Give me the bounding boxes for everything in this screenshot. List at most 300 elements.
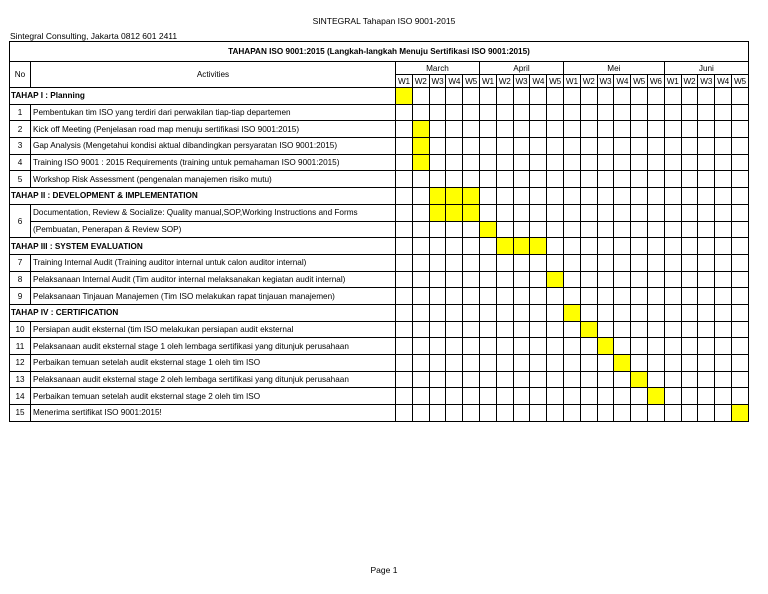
schedule-cell bbox=[396, 355, 413, 372]
schedule-cell bbox=[463, 138, 480, 155]
schedule-cell bbox=[597, 304, 614, 321]
schedule-cell bbox=[664, 88, 681, 105]
schedule-cell bbox=[496, 371, 513, 388]
schedule-cell-filled bbox=[412, 121, 429, 138]
schedule-cell bbox=[597, 188, 614, 205]
schedule-cell-filled bbox=[496, 238, 513, 255]
schedule-cell bbox=[698, 138, 715, 155]
schedule-cell bbox=[664, 254, 681, 271]
task-number: 14 bbox=[10, 388, 31, 405]
schedule-cell bbox=[446, 288, 463, 305]
schedule-cell bbox=[496, 104, 513, 121]
schedule-cell bbox=[446, 405, 463, 422]
schedule-cell bbox=[664, 304, 681, 321]
schedule-cell bbox=[412, 171, 429, 188]
schedule-cell-filled bbox=[412, 138, 429, 155]
schedule-cell bbox=[631, 171, 648, 188]
week-header: W4 bbox=[530, 75, 547, 88]
schedule-cell bbox=[715, 304, 732, 321]
schedule-cell bbox=[530, 405, 547, 422]
schedule-cell bbox=[463, 388, 480, 405]
schedule-cell bbox=[647, 138, 664, 155]
schedule-cell bbox=[647, 221, 664, 238]
schedule-cell bbox=[580, 221, 597, 238]
phase-label: TAHAP IV : CERTIFICATION bbox=[10, 304, 396, 321]
schedule-cell bbox=[563, 88, 580, 105]
week-header: W5 bbox=[463, 75, 480, 88]
schedule-cell bbox=[463, 154, 480, 171]
task-activity: Gap Analysis (Mengetahui kondisi aktual dibandingkan persyaratan ISO 9001:2015) bbox=[31, 138, 396, 155]
schedule-cell bbox=[513, 104, 530, 121]
schedule-cell bbox=[664, 321, 681, 338]
schedule-cell bbox=[731, 321, 748, 338]
schedule-cell bbox=[446, 88, 463, 105]
schedule-cell bbox=[429, 238, 446, 255]
schedule-cell bbox=[698, 188, 715, 205]
schedule-cell bbox=[429, 304, 446, 321]
schedule-cell bbox=[412, 388, 429, 405]
task-row bbox=[10, 104, 749, 121]
no-column-header: No bbox=[10, 62, 31, 88]
schedule-cell bbox=[647, 271, 664, 288]
schedule-cell bbox=[664, 138, 681, 155]
schedule-cell bbox=[698, 238, 715, 255]
schedule-cell bbox=[647, 188, 664, 205]
schedule-cell bbox=[614, 221, 631, 238]
schedule-cell bbox=[547, 171, 564, 188]
schedule-cell bbox=[664, 171, 681, 188]
schedule-cell bbox=[647, 171, 664, 188]
schedule-cell bbox=[647, 238, 664, 255]
schedule-cell bbox=[479, 304, 496, 321]
schedule-cell bbox=[580, 204, 597, 221]
schedule-cell bbox=[664, 121, 681, 138]
schedule-cell bbox=[731, 238, 748, 255]
schedule-cell bbox=[664, 388, 681, 405]
schedule-cell bbox=[463, 405, 480, 422]
task-activity: (Pembuatan, Penerapan & Review SOP) bbox=[31, 221, 396, 238]
schedule-cell bbox=[563, 121, 580, 138]
schedule-cell bbox=[698, 271, 715, 288]
schedule-cell bbox=[429, 355, 446, 372]
schedule-cell bbox=[731, 338, 748, 355]
schedule-cell bbox=[446, 321, 463, 338]
schedule-cell bbox=[530, 388, 547, 405]
schedule-cell bbox=[496, 254, 513, 271]
schedule-cell bbox=[614, 238, 631, 255]
schedule-cell bbox=[580, 405, 597, 422]
schedule-cell bbox=[463, 321, 480, 338]
schedule-cell bbox=[412, 104, 429, 121]
schedule-cell bbox=[698, 288, 715, 305]
task-number: 3 bbox=[10, 138, 31, 155]
schedule-cell bbox=[513, 188, 530, 205]
schedule-cell bbox=[396, 304, 413, 321]
schedule-cell bbox=[530, 204, 547, 221]
schedule-cell-filled bbox=[463, 204, 480, 221]
schedule-cell bbox=[496, 188, 513, 205]
task-number: 5 bbox=[10, 171, 31, 188]
schedule-cell bbox=[530, 271, 547, 288]
schedule-cell bbox=[530, 355, 547, 372]
schedule-cell bbox=[597, 238, 614, 255]
schedule-cell bbox=[614, 388, 631, 405]
schedule-cell bbox=[681, 221, 698, 238]
schedule-cell bbox=[496, 288, 513, 305]
schedule-cell bbox=[698, 88, 715, 105]
schedule-cell bbox=[463, 171, 480, 188]
schedule-cell bbox=[496, 405, 513, 422]
schedule-cell bbox=[446, 104, 463, 121]
schedule-cell bbox=[396, 121, 413, 138]
schedule-cell bbox=[715, 321, 732, 338]
schedule-cell-filled bbox=[396, 88, 413, 105]
schedule-cell bbox=[429, 288, 446, 305]
schedule-cell bbox=[513, 254, 530, 271]
schedule-cell bbox=[597, 371, 614, 388]
week-header: W2 bbox=[580, 75, 597, 88]
schedule-cell-filled bbox=[614, 355, 631, 372]
schedule-cell bbox=[631, 138, 648, 155]
schedule-cell bbox=[664, 355, 681, 372]
schedule-cell bbox=[580, 88, 597, 105]
schedule-cell bbox=[446, 121, 463, 138]
schedule-cell-filled bbox=[429, 204, 446, 221]
task-activity: Pembentukan tim ISO yang terdiri dari perwakilan tiap-tiap departemen bbox=[31, 104, 396, 121]
schedule-cell bbox=[479, 104, 496, 121]
schedule-cell bbox=[446, 221, 463, 238]
schedule-cell bbox=[530, 104, 547, 121]
schedule-cell bbox=[513, 288, 530, 305]
week-header: W2 bbox=[496, 75, 513, 88]
schedule-cell bbox=[647, 204, 664, 221]
schedule-cell bbox=[563, 371, 580, 388]
schedule-cell bbox=[412, 355, 429, 372]
phase-row bbox=[10, 238, 749, 255]
schedule-cell bbox=[631, 88, 648, 105]
task-row bbox=[10, 388, 749, 405]
schedule-cell bbox=[429, 171, 446, 188]
schedule-cell bbox=[731, 154, 748, 171]
schedule-cell bbox=[681, 204, 698, 221]
schedule-cell bbox=[530, 171, 547, 188]
schedule-cell bbox=[530, 221, 547, 238]
schedule-cell bbox=[479, 271, 496, 288]
schedule-cell bbox=[647, 371, 664, 388]
schedule-cell bbox=[563, 204, 580, 221]
schedule-cell bbox=[513, 271, 530, 288]
schedule-cell bbox=[715, 355, 732, 372]
schedule-cell bbox=[715, 88, 732, 105]
task-activity: Training ISO 9001 : 2015 Requirements (training untuk pemahaman ISO 9001:2015) bbox=[31, 154, 396, 171]
task-row bbox=[10, 288, 749, 305]
month-header-row bbox=[10, 62, 749, 75]
schedule-cell bbox=[412, 371, 429, 388]
schedule-cell bbox=[614, 338, 631, 355]
schedule-cell bbox=[463, 238, 480, 255]
schedule-cell bbox=[647, 88, 664, 105]
schedule-cell bbox=[580, 371, 597, 388]
schedule-cell bbox=[412, 88, 429, 105]
schedule-cell bbox=[698, 321, 715, 338]
schedule-cell bbox=[731, 204, 748, 221]
schedule-cell bbox=[681, 371, 698, 388]
schedule-cell bbox=[631, 388, 648, 405]
schedule-cell bbox=[479, 388, 496, 405]
schedule-cell bbox=[530, 338, 547, 355]
week-header: W5 bbox=[731, 75, 748, 88]
task-activity: Training Internal Audit (Training auditor internal untuk calon auditor internal) bbox=[31, 254, 396, 271]
schedule-cell bbox=[715, 104, 732, 121]
week-header: W1 bbox=[479, 75, 496, 88]
schedule-cell bbox=[396, 188, 413, 205]
schedule-cell bbox=[614, 104, 631, 121]
schedule-cell bbox=[547, 321, 564, 338]
schedule-cell bbox=[396, 104, 413, 121]
schedule-cell bbox=[513, 204, 530, 221]
schedule-cell bbox=[396, 371, 413, 388]
schedule-cell bbox=[580, 254, 597, 271]
schedule-cell bbox=[513, 304, 530, 321]
schedule-cell bbox=[412, 254, 429, 271]
task-number: 10 bbox=[10, 321, 31, 338]
schedule-cell bbox=[731, 188, 748, 205]
schedule-cell bbox=[479, 405, 496, 422]
schedule-cell bbox=[396, 154, 413, 171]
schedule-cell bbox=[580, 388, 597, 405]
schedule-cell bbox=[731, 355, 748, 372]
schedule-cell bbox=[547, 405, 564, 422]
schedule-cell bbox=[479, 288, 496, 305]
schedule-cell bbox=[412, 288, 429, 305]
company-info: Sintegral Consulting, Jakarta 0812 601 2411 bbox=[10, 31, 178, 41]
schedule-cell bbox=[698, 355, 715, 372]
schedule-cell bbox=[715, 154, 732, 171]
schedule-cell bbox=[731, 171, 748, 188]
schedule-cell bbox=[479, 321, 496, 338]
task-number: 13 bbox=[10, 371, 31, 388]
schedule-cell bbox=[664, 204, 681, 221]
month-header: Mei bbox=[563, 62, 664, 75]
schedule-cell-filled bbox=[580, 321, 597, 338]
task-number: 12 bbox=[10, 355, 31, 372]
schedule-cell bbox=[715, 138, 732, 155]
schedule-cell-filled bbox=[412, 154, 429, 171]
task-activity: Menerima sertifikat ISO 9001:2015! bbox=[31, 405, 396, 422]
schedule-cell bbox=[715, 271, 732, 288]
schedule-cell bbox=[513, 371, 530, 388]
schedule-cell bbox=[715, 288, 732, 305]
schedule-cell bbox=[563, 221, 580, 238]
schedule-cell bbox=[513, 355, 530, 372]
schedule-cell bbox=[715, 204, 732, 221]
schedule-cell bbox=[547, 221, 564, 238]
schedule-cell bbox=[446, 254, 463, 271]
schedule-cell bbox=[664, 221, 681, 238]
task-activity: Pelaksanaan audit eksternal stage 1 oleh lembaga sertifikasi yang ditunjuk perusahaan bbox=[31, 338, 396, 355]
schedule-cell bbox=[614, 171, 631, 188]
schedule-cell bbox=[429, 321, 446, 338]
schedule-cell bbox=[530, 288, 547, 305]
schedule-cell bbox=[396, 338, 413, 355]
schedule-cell bbox=[513, 388, 530, 405]
schedule-cell bbox=[647, 338, 664, 355]
schedule-cell bbox=[479, 238, 496, 255]
schedule-cell bbox=[614, 138, 631, 155]
schedule-cell bbox=[547, 138, 564, 155]
schedule-cell bbox=[429, 138, 446, 155]
schedule-cell bbox=[681, 355, 698, 372]
schedule-cell bbox=[681, 288, 698, 305]
month-header: Juni bbox=[664, 62, 748, 75]
schedule-cell bbox=[530, 88, 547, 105]
schedule-cell bbox=[513, 121, 530, 138]
schedule-cell bbox=[597, 321, 614, 338]
schedule-cell bbox=[463, 338, 480, 355]
schedule-cell bbox=[412, 321, 429, 338]
schedule-cell bbox=[664, 371, 681, 388]
schedule-cell bbox=[647, 321, 664, 338]
task-number: 7 bbox=[10, 254, 31, 271]
schedule-cell-filled bbox=[479, 221, 496, 238]
schedule-cell bbox=[731, 371, 748, 388]
schedule-cell bbox=[396, 388, 413, 405]
schedule-cell bbox=[614, 188, 631, 205]
schedule-cell bbox=[631, 355, 648, 372]
schedule-cell bbox=[547, 338, 564, 355]
schedule-cell bbox=[631, 304, 648, 321]
schedule-cell bbox=[547, 204, 564, 221]
activities-column-header: Activities bbox=[31, 62, 396, 88]
schedule-cell bbox=[631, 338, 648, 355]
schedule-cell bbox=[715, 388, 732, 405]
schedule-cell bbox=[547, 288, 564, 305]
schedule-cell bbox=[496, 138, 513, 155]
schedule-cell-filled bbox=[631, 371, 648, 388]
schedule-cell bbox=[580, 188, 597, 205]
schedule-cell bbox=[446, 371, 463, 388]
schedule-cell bbox=[597, 154, 614, 171]
schedule-cell bbox=[396, 254, 413, 271]
task-activity: Workshop Risk Assessment (pengenalan manajemen risiko mutu) bbox=[31, 171, 396, 188]
schedule-cell bbox=[479, 371, 496, 388]
schedule-cell bbox=[731, 104, 748, 121]
phase-label: TAHAP I : Planning bbox=[10, 88, 396, 105]
schedule-cell bbox=[647, 304, 664, 321]
task-activity: Pelaksanaan Tinjauan Manajemen (Tim ISO melakukan rapat tinjauan manajemen) bbox=[31, 288, 396, 305]
schedule-cell bbox=[513, 338, 530, 355]
schedule-cell bbox=[530, 254, 547, 271]
schedule-cell bbox=[563, 338, 580, 355]
schedule-cell bbox=[597, 121, 614, 138]
schedule-cell bbox=[698, 388, 715, 405]
task-row bbox=[10, 121, 749, 138]
schedule-cell bbox=[412, 338, 429, 355]
schedule-cell bbox=[429, 121, 446, 138]
schedule-cell bbox=[496, 321, 513, 338]
week-header: W4 bbox=[614, 75, 631, 88]
week-header: W3 bbox=[597, 75, 614, 88]
schedule-cell bbox=[496, 121, 513, 138]
schedule-cell bbox=[412, 405, 429, 422]
schedule-cell bbox=[614, 154, 631, 171]
schedule-cell bbox=[396, 271, 413, 288]
schedule-cell bbox=[681, 254, 698, 271]
schedule-cell bbox=[698, 371, 715, 388]
phase-label: TAHAP III : SYSTEM EVALUATION bbox=[10, 238, 396, 255]
schedule-cell bbox=[681, 154, 698, 171]
schedule-cell bbox=[731, 288, 748, 305]
schedule-cell bbox=[631, 154, 648, 171]
schedule-cell bbox=[664, 271, 681, 288]
schedule-cell bbox=[547, 121, 564, 138]
schedule-cell-filled bbox=[463, 188, 480, 205]
schedule-cell bbox=[580, 171, 597, 188]
schedule-cell bbox=[647, 154, 664, 171]
task-row bbox=[10, 338, 749, 355]
schedule-cell bbox=[681, 271, 698, 288]
week-header: W5 bbox=[631, 75, 648, 88]
task-row bbox=[10, 154, 749, 171]
schedule-cell bbox=[496, 204, 513, 221]
schedule-cell bbox=[614, 88, 631, 105]
schedule-cell bbox=[681, 388, 698, 405]
schedule-cell bbox=[563, 405, 580, 422]
schedule-cell bbox=[647, 355, 664, 372]
week-header: W2 bbox=[681, 75, 698, 88]
schedule-cell-filled bbox=[731, 405, 748, 422]
schedule-cell bbox=[412, 204, 429, 221]
schedule-cell bbox=[597, 88, 614, 105]
schedule-cell bbox=[681, 304, 698, 321]
schedule-cell bbox=[715, 238, 732, 255]
schedule-cell bbox=[631, 271, 648, 288]
schedule-cell bbox=[597, 288, 614, 305]
schedule-cell bbox=[631, 405, 648, 422]
schedule-cell bbox=[446, 304, 463, 321]
schedule-cell bbox=[429, 271, 446, 288]
week-header: W3 bbox=[429, 75, 446, 88]
schedule-cell bbox=[463, 88, 480, 105]
schedule-cell bbox=[631, 254, 648, 271]
task-row bbox=[10, 271, 749, 288]
schedule-cell bbox=[547, 371, 564, 388]
schedule-cell bbox=[446, 388, 463, 405]
schedule-cell bbox=[396, 321, 413, 338]
schedule-cell bbox=[463, 288, 480, 305]
task-number: 15 bbox=[10, 405, 31, 422]
schedule-cell bbox=[463, 254, 480, 271]
schedule-cell bbox=[429, 388, 446, 405]
schedule-cell bbox=[396, 138, 413, 155]
schedule-cell bbox=[429, 221, 446, 238]
phase-label: TAHAP II : DEVELOPMENT & IMPLEMENTATION bbox=[10, 188, 396, 205]
schedule-cell bbox=[698, 405, 715, 422]
schedule-cell bbox=[479, 355, 496, 372]
schedule-cell bbox=[547, 355, 564, 372]
schedule-cell bbox=[463, 355, 480, 372]
schedule-cell bbox=[429, 154, 446, 171]
schedule-cell bbox=[563, 154, 580, 171]
schedule-cell bbox=[446, 338, 463, 355]
schedule-cell bbox=[513, 154, 530, 171]
schedule-cell bbox=[396, 204, 413, 221]
schedule-cell bbox=[547, 238, 564, 255]
schedule-cell bbox=[496, 271, 513, 288]
task-activity: Pelaksanaan Internal Audit (Tim auditor internal melaksanakan kegiatan audit internal) bbox=[31, 271, 396, 288]
schedule-cell bbox=[563, 288, 580, 305]
schedule-cell bbox=[631, 238, 648, 255]
